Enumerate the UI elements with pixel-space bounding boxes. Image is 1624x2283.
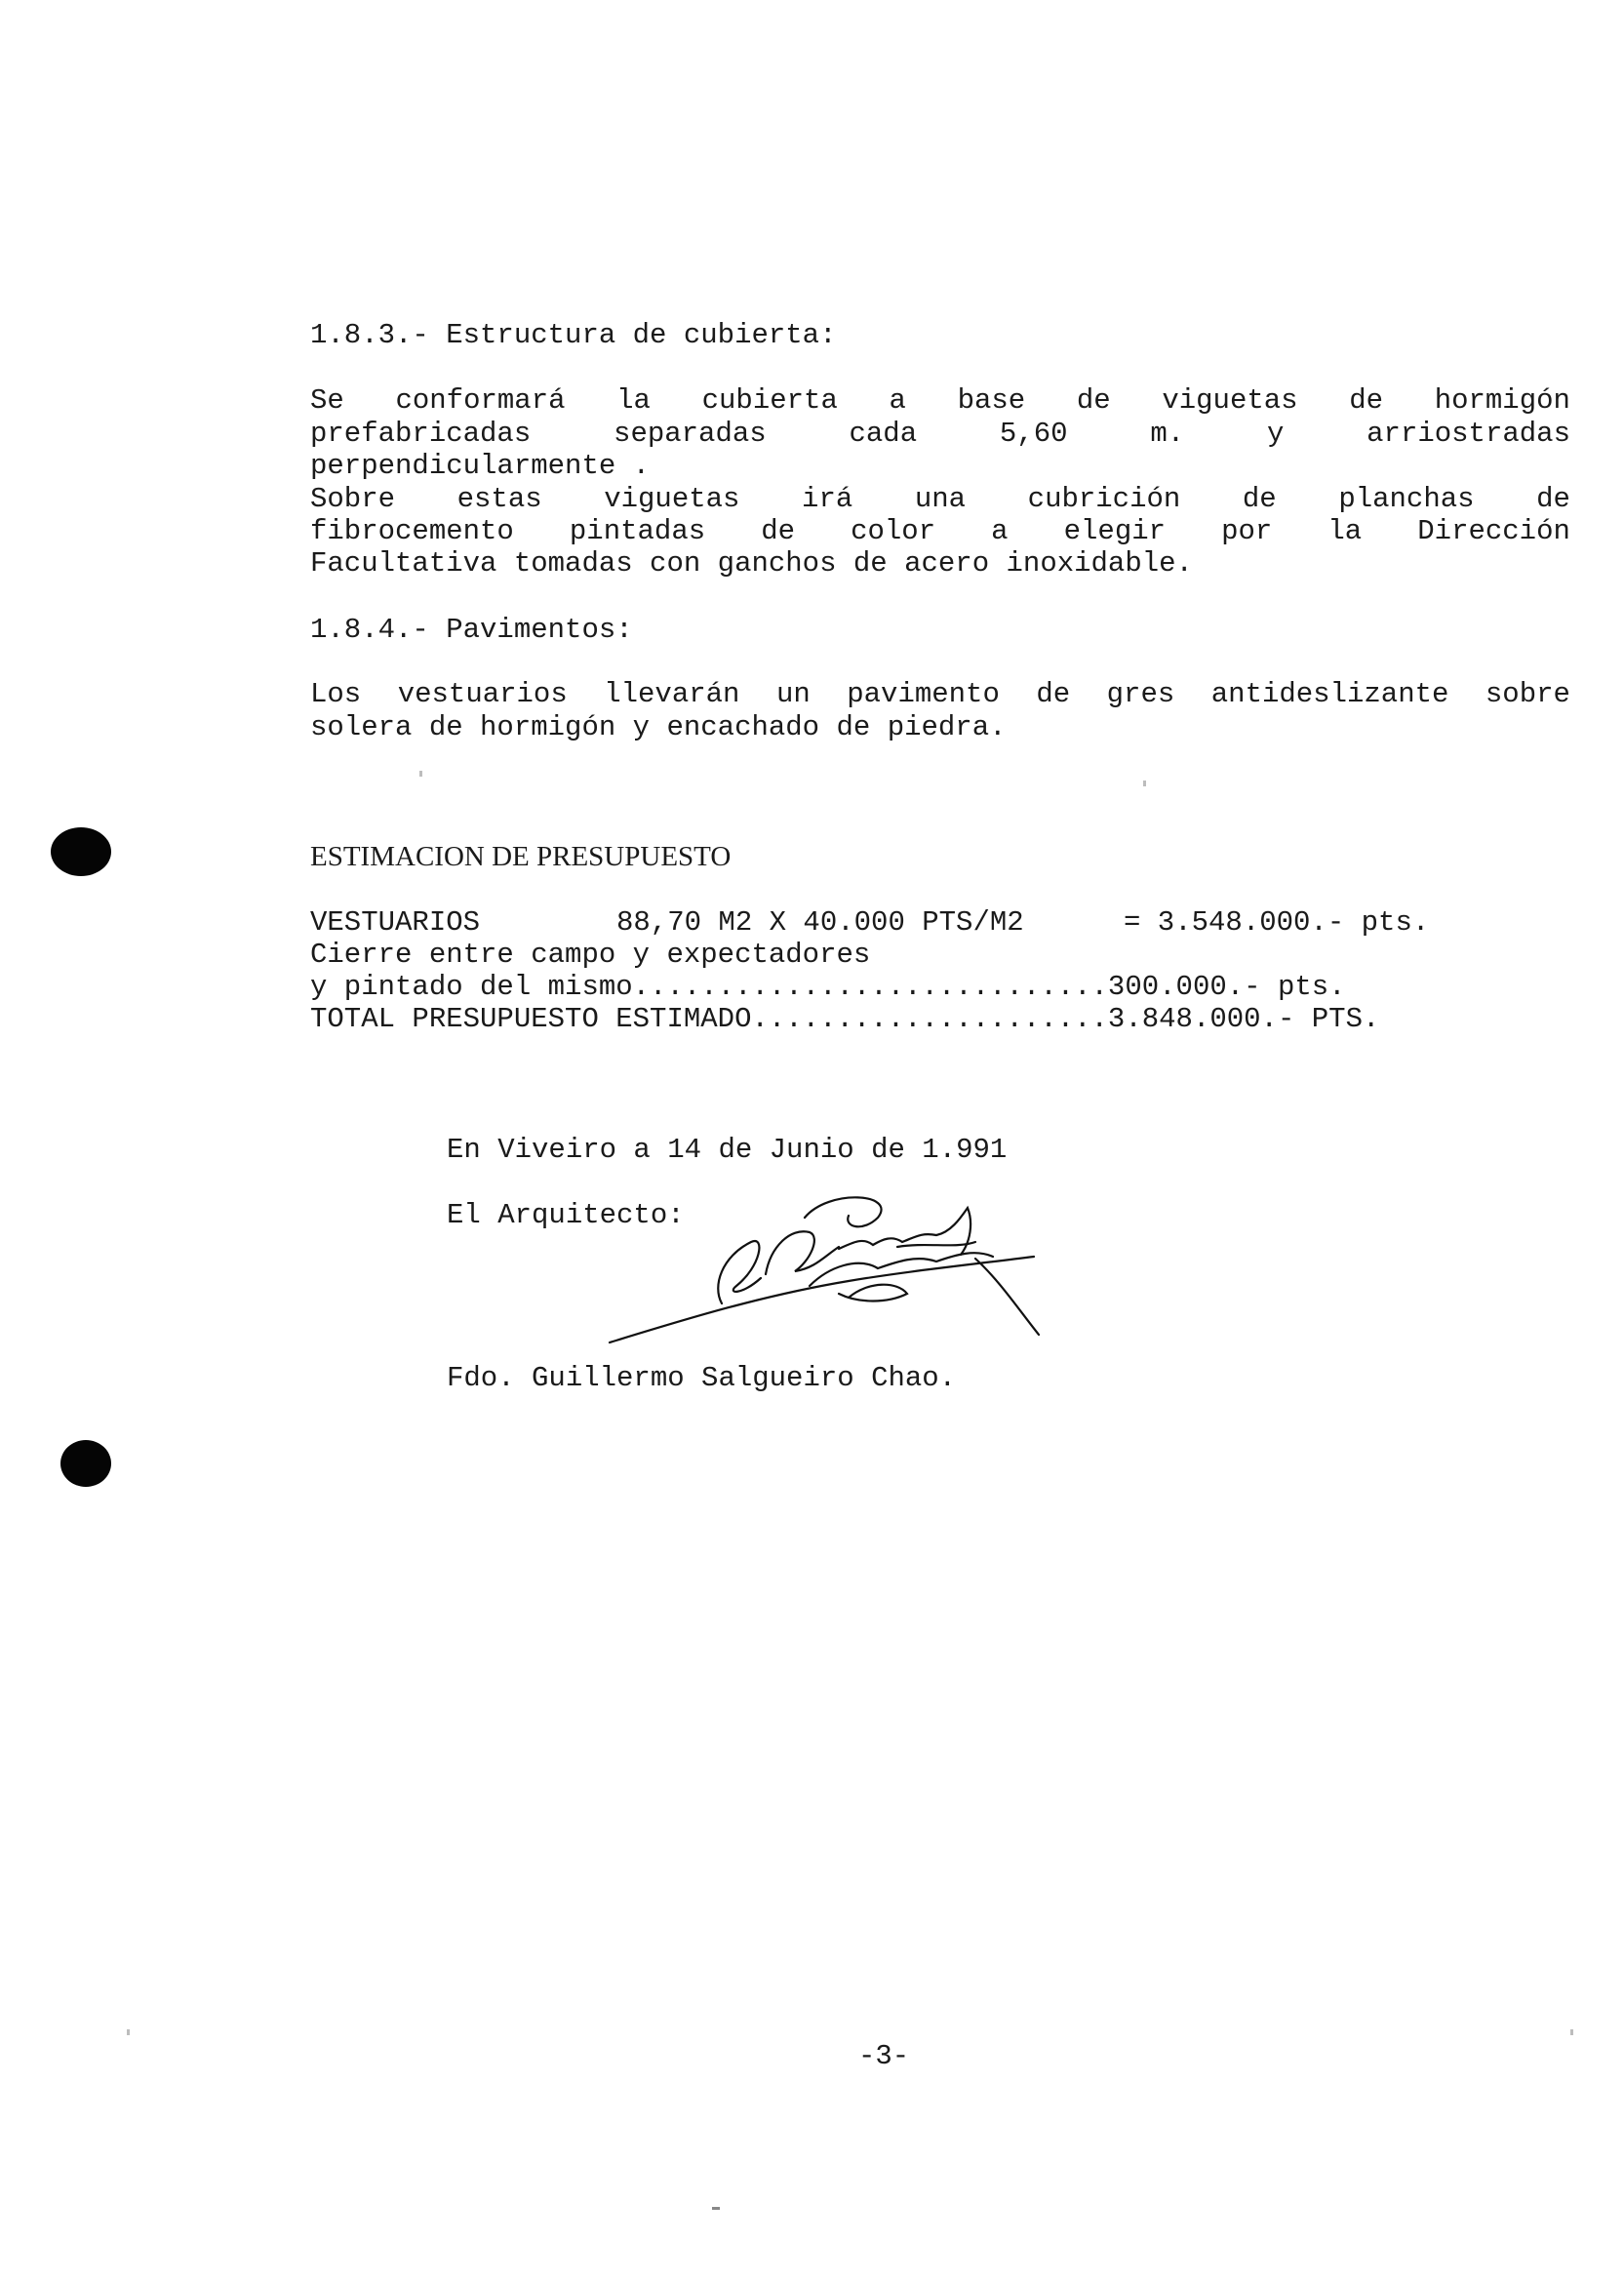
word: por xyxy=(1221,515,1273,547)
word: color xyxy=(851,515,936,547)
word: viguetas xyxy=(604,483,740,515)
punch-hole-bottom xyxy=(60,1440,111,1487)
word: Los xyxy=(310,678,362,710)
word: 5,60 xyxy=(999,418,1068,450)
budget-row-cierre-line-1: Cierre entre campo y expectadores xyxy=(310,939,871,971)
word: la xyxy=(1327,515,1363,547)
signature xyxy=(605,1188,1063,1354)
place-date: En Viveiro a 14 de Junio de 1.991 xyxy=(447,1134,1008,1166)
word: y xyxy=(1266,418,1285,450)
word: vestuarios xyxy=(397,678,568,710)
word: viguetas xyxy=(1162,384,1298,417)
word: pavimento xyxy=(847,678,1000,710)
word: conformará xyxy=(395,384,566,417)
word: cubrición xyxy=(1027,483,1181,515)
page-number: -3- xyxy=(858,2040,910,2072)
word: cada xyxy=(849,418,918,450)
word: Sobre xyxy=(310,483,396,515)
word: a xyxy=(889,384,906,417)
punch-hole-top xyxy=(51,827,111,876)
section-183-line-1 xyxy=(310,384,1570,418)
word: separadas xyxy=(614,418,767,450)
word: m. xyxy=(1150,418,1185,450)
word: de xyxy=(761,515,796,547)
section-183-heading: 1.8.3.- Estructura de cubierta: xyxy=(310,319,837,351)
word: planchas xyxy=(1338,483,1475,515)
section-183-line-5 xyxy=(310,515,1570,548)
budget-row-total: TOTAL PRESUPUESTO ESTIMADO.....................3.848.000.- PTS. xyxy=(310,1003,1380,1035)
word: arriostradas xyxy=(1367,418,1570,450)
word: Dirección xyxy=(1417,515,1570,547)
signer-role: El Arquitecto: xyxy=(447,1199,685,1231)
word: de xyxy=(1242,483,1277,515)
section-183-line-4 xyxy=(310,483,1570,516)
section-184-line-2: solera de hormigón y encachado de piedra. xyxy=(310,711,1007,743)
section-183-line-2 xyxy=(310,418,1570,451)
word: estas xyxy=(456,483,542,515)
word: a xyxy=(991,515,1009,547)
word: antideslizante xyxy=(1210,678,1449,710)
word: base xyxy=(957,384,1026,417)
budget-row-vestuarios-label: VESTUARIOS xyxy=(310,906,481,939)
budget-row-vestuarios-calc: 88,70 M2 X 40.000 PTS/M2 xyxy=(616,906,1024,939)
word: de xyxy=(1536,483,1570,515)
word: pintadas xyxy=(569,515,706,547)
word: elegir xyxy=(1063,515,1167,547)
word: una xyxy=(914,483,967,515)
word: Se xyxy=(310,384,344,417)
signed-by: Fdo. Guillermo Salgueiro Chao. xyxy=(447,1362,957,1394)
section-184-heading: 1.8.4.- Pavimentos: xyxy=(310,614,633,646)
word: la xyxy=(616,384,651,417)
word: de xyxy=(1349,384,1384,417)
scan-speck xyxy=(127,2029,130,2035)
scan-speck xyxy=(712,2207,720,2210)
budget-row-vestuarios-result: = 3.548.000.- pts. xyxy=(1124,906,1430,939)
word: hormigón xyxy=(1434,384,1570,417)
section-184-line-1 xyxy=(310,678,1570,711)
word: fibrocemento xyxy=(310,515,514,547)
word: llevarán xyxy=(604,678,740,710)
scan-speck xyxy=(1143,781,1146,786)
budget-title: ESTIMACION DE PRESUPUESTO xyxy=(310,841,732,872)
word: irá xyxy=(802,483,853,515)
budget-row-cierre-line-2: y pintado del mismo............................300.000.- pts. xyxy=(310,971,1346,1003)
word: de xyxy=(1036,678,1071,710)
word: sobre xyxy=(1485,678,1570,710)
word: prefabricadas xyxy=(310,418,532,450)
word: cubierta xyxy=(701,384,838,417)
word: gres xyxy=(1106,678,1175,710)
scan-speck xyxy=(419,771,422,777)
section-183-line-3: perpendicularmente . xyxy=(310,450,651,482)
word: de xyxy=(1076,384,1111,417)
section-183-line-6: Facultativa tomadas con ganchos de acero inoxidable. xyxy=(310,547,1193,580)
scan-speck xyxy=(1570,2029,1573,2035)
word: un xyxy=(775,678,811,710)
